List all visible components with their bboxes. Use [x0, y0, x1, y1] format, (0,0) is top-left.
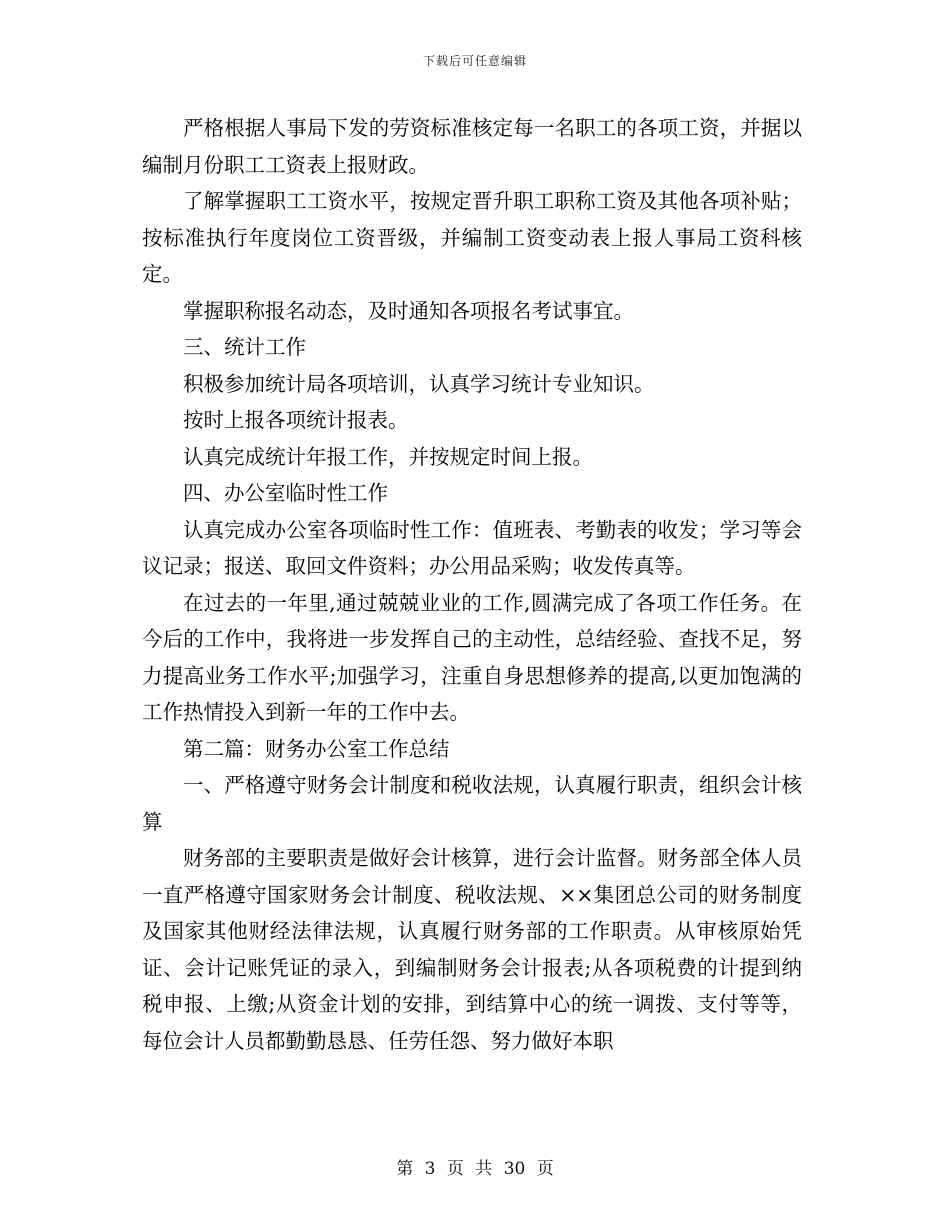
paragraph: 财务部的主要职责是做好会计核算，进行会计监督。财务部全体人员一直严格遵守国家财务会计制度、税收法规、××集团总公司的财务制度及国家其他财经法律法规，认真履行财务部的工作职责。从审核原始凭证、会计记账凭证的录入，到编制财务会计报表;从各项税费的计提到纳税申报、上缴;从资金计划的安排，到结算中心的统一调拨、支付等等，每位会计人员都勤勤恳恳、任劳任怨、努力做好本职: [142, 846, 802, 1053]
paragraph: 认真完成统计年报工作，并按规定时间上报。: [183, 444, 593, 469]
chapter-heading: 第二篇：财务办公室工作总结: [183, 736, 450, 761]
document-body: [142, 110, 802, 1059]
paragraph: 严格根据人事局下发的劳资标准核定每一名职工的各项工资，并据以编制月份职工工资表上报财政。: [142, 116, 802, 177]
footer-prefix: 第: [396, 1159, 414, 1179]
footer-suffix: 页: [536, 1159, 554, 1179]
page-header: 下载后可任意编辑: [422, 54, 527, 68]
paragraph: 按时上报各项统计报表。: [183, 408, 409, 432]
section-heading: 三、统计工作: [183, 335, 306, 359]
paragraph: 了解掌握职工工资水平，按规定晋升职工职称工资及其他各项补贴；按标准执行年度岗位工资晋级，并编制工资变动表上报人事局工资科核定。: [142, 189, 802, 286]
paragraph: 在过去的一年里,通过兢兢业业的工作,圆满完成了各项工作任务。在今后的工作中，我将进一步发挥自己的主动性，总结经验、查找不足，努力提高业务工作水平;加强学习，注重自身思想修养的提高,以更加饱满的工作热情投入到新一年的工作中去。: [142, 590, 802, 724]
page-footer: [0, 1154, 950, 1179]
paragraph: 积极参加统计局各项培训，认真学习统计专业知识。: [183, 371, 655, 396]
paragraph: 掌握职称报名动态，及时通知各项报名考试事宜。: [183, 298, 634, 323]
footer-total-word: 共: [475, 1159, 493, 1179]
section-heading: 四、办公室临时性工作: [183, 481, 388, 505]
footer-page-number: 3: [424, 1159, 436, 1179]
section-heading: 一、严格遵守财务会计制度和税收法规，认真履行职责，组织会计核算: [142, 773, 802, 834]
footer-total-pages: 30: [503, 1159, 526, 1179]
footer-page-word: 页: [446, 1159, 464, 1179]
paragraph: 认真完成办公室各项临时性工作：值班表、考勤表的收发；学习等会议记录；报送、取回文件资料；办公用品采购；收发传真等。: [142, 517, 802, 578]
